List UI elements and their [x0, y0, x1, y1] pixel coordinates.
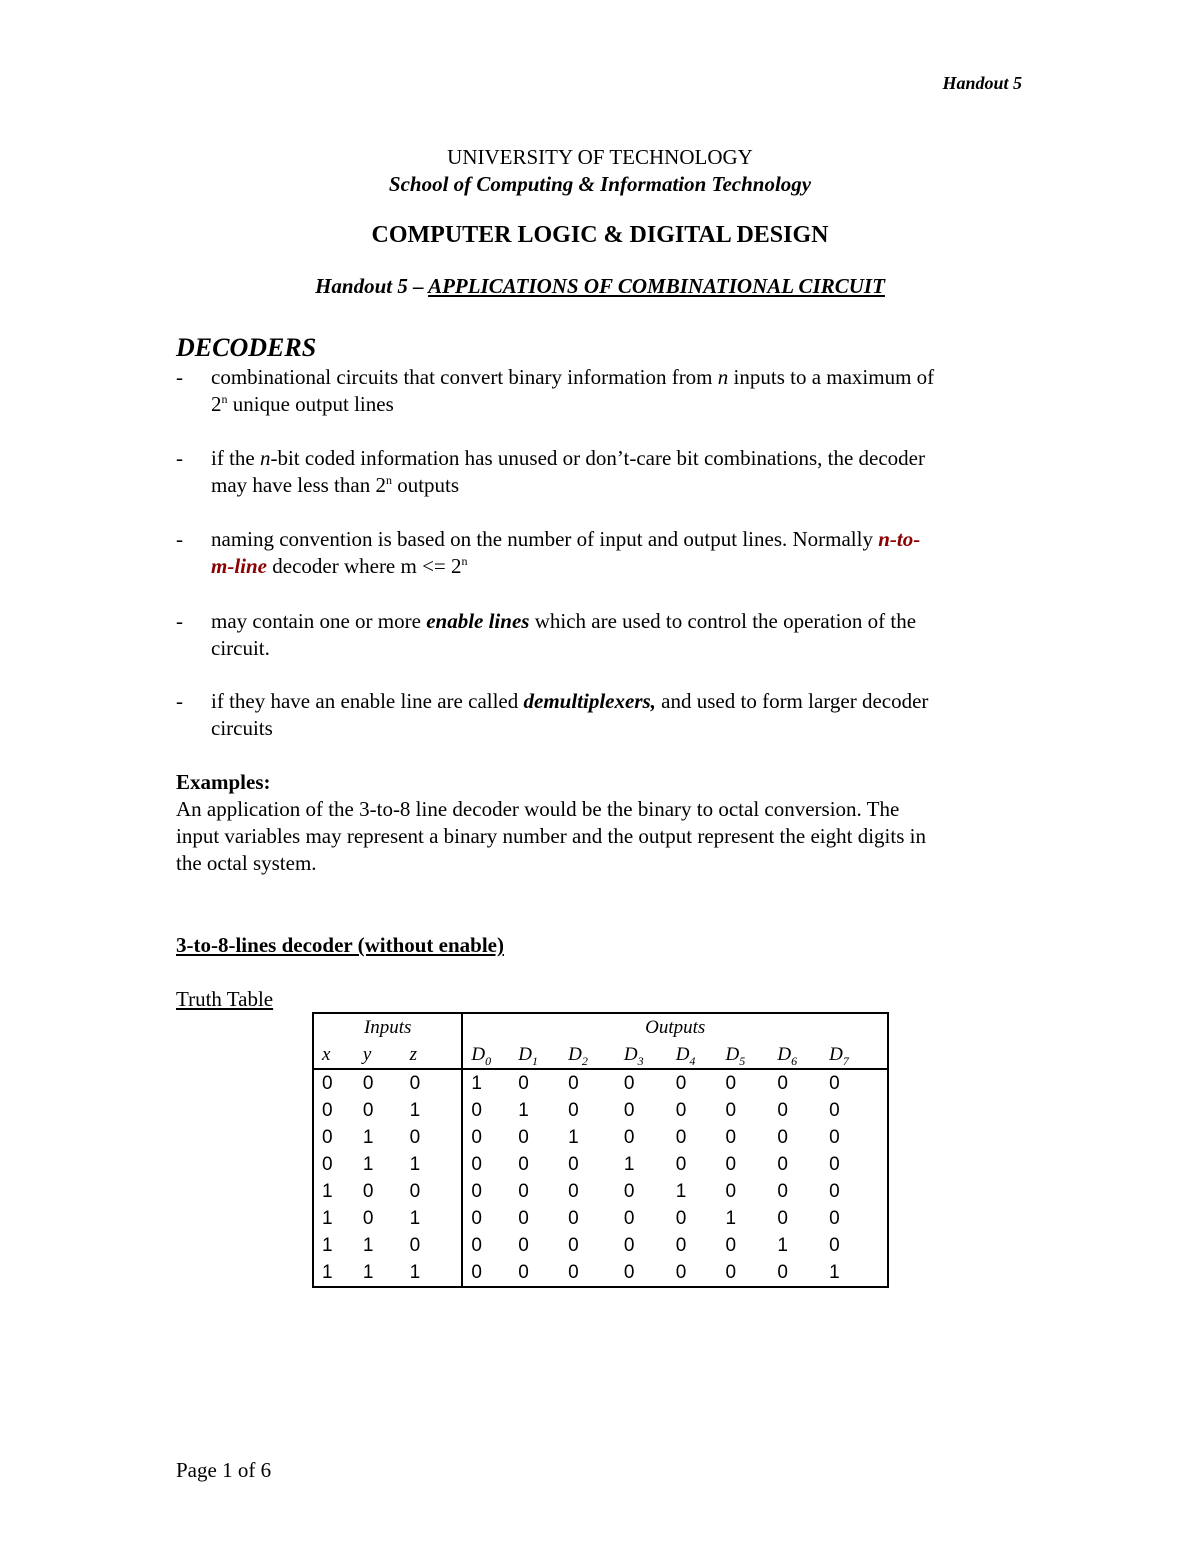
bullet-dash: - [176, 527, 183, 551]
table-cell: 0 [471, 1262, 482, 1283]
table-cell: 0 [777, 1208, 788, 1229]
truth-table-body [313, 1069, 888, 1287]
table-cell: 0 [471, 1154, 482, 1175]
table-cell: 0 [518, 1154, 529, 1175]
term-n-to-m-line: n-to- [878, 527, 921, 551]
table-cell: 1 [362, 1262, 374, 1283]
table-cell: 1 [777, 1235, 788, 1256]
table-cell: 1 [471, 1073, 482, 1094]
table-cell: 0 [829, 1073, 840, 1094]
bullet-item [176, 364, 1036, 418]
table-cell: 0 [829, 1100, 840, 1121]
handout-title [0, 273, 1200, 300]
table-cell: 0 [623, 1100, 635, 1121]
table-cell: 0 [675, 1127, 687, 1148]
bullet-dash: - [176, 446, 183, 470]
table-cell: 0 [518, 1127, 529, 1148]
column-header: $D_7$ [829, 1041, 888, 1069]
table-cell: 0 [675, 1154, 687, 1175]
table-cell: 1 [410, 1097, 463, 1124]
table-cell: 0 [777, 1127, 788, 1148]
table-cell: 0 [518, 1181, 529, 1202]
table-cell: 1 [362, 1154, 374, 1175]
table-cell: 1 [829, 1262, 840, 1283]
school-name: School of Computing & Information Technology [388, 172, 812, 196]
examples-paragraph: An application of the 3-to-8 line decoder would be the binary to octal conversion. The input variables may represent a binary number and the output represent the eight digits in the octal system. [176, 797, 926, 875]
table-cell: 1 [623, 1154, 635, 1175]
table-cell: 0 [568, 1262, 579, 1283]
table-cell: 0 [471, 1235, 482, 1256]
table-cell: 0 [410, 1069, 463, 1097]
examples-heading: Examples: [176, 770, 271, 794]
table-cell: 0 [322, 1073, 333, 1094]
course-title: COMPUTER LOGIC & DIGITAL DESIGN [371, 222, 829, 248]
table-cell: 0 [623, 1181, 635, 1202]
bullet-text: naming convention is based on the number of input and output lines. Normally n-to- m-line decoder where $m <= 2^n$ [211, 527, 921, 578]
table-cell: 0 [623, 1073, 635, 1094]
table-cell: 0 [362, 1208, 374, 1229]
bullet-text: combinational circuits that convert binary information from n inputs to a maximum of 2$^n$ unique output lines [211, 365, 935, 416]
table-cell: 1 [568, 1127, 579, 1148]
column-header: $D_0$ [462, 1041, 518, 1069]
table-cell: 0 [568, 1154, 579, 1175]
bullet-item [176, 608, 1036, 662]
table-cell: 0 [518, 1208, 529, 1229]
table-cell: 1 [518, 1100, 529, 1121]
table-cell: 0 [725, 1154, 737, 1175]
section-title-decoders: DECODERS [176, 333, 317, 362]
bullet-text: if they have an enable line are called demultiplexers, and used to form larger decoder circuits [211, 689, 929, 740]
truth-table-caption: Truth Table [176, 987, 274, 1011]
table-cell: 1 [675, 1181, 687, 1202]
term-enable-lines: enable lines [426, 609, 530, 633]
bullet-dash: - [176, 609, 183, 633]
table-cell: 0 [471, 1181, 482, 1202]
table-cell: 0 [675, 1100, 687, 1121]
table-cell: 0 [568, 1181, 579, 1202]
column-header: $D_2$ [568, 1041, 624, 1069]
table-cell: 0 [322, 1154, 333, 1175]
bullet-item [176, 445, 1036, 499]
table-cell: 0 [777, 1181, 788, 1202]
table-row [313, 1259, 888, 1287]
table-cell: 0 [623, 1127, 635, 1148]
university-name: UNIVERSITY OF TECHNOLOGY [447, 145, 753, 169]
table-cell: 1 [410, 1259, 463, 1287]
column-header: $D_1$ [518, 1041, 568, 1069]
bullet-text: may contain one or more enable lines which are used to control the operation of the circuit. [211, 609, 917, 660]
table-cell: 0 [725, 1262, 737, 1283]
table-row [313, 1232, 888, 1259]
table-header-columns [313, 1041, 888, 1069]
table-row [313, 1178, 888, 1205]
handout-topic: APPLICATIONS OF COMBINATIONAL CIRCUIT [428, 274, 885, 298]
table-cell: 0 [568, 1208, 579, 1229]
table-cell: 0 [829, 1181, 840, 1202]
table-cell: 0 [518, 1262, 529, 1283]
table-row [313, 1069, 888, 1097]
table-header-groups [313, 1013, 888, 1041]
table-row [313, 1097, 888, 1124]
column-header: $D_4$ [676, 1041, 726, 1069]
table-cell: 1 [410, 1151, 463, 1178]
table-cell: 0 [568, 1100, 579, 1121]
table-cell: 0 [410, 1232, 463, 1259]
table-cell: 0 [777, 1100, 788, 1121]
table-cell: 0 [623, 1235, 635, 1256]
table-cell: 0 [777, 1154, 788, 1175]
table-cell: 0 [322, 1100, 333, 1121]
running-header: Handout 5 [942, 73, 1022, 93]
table-cell: 0 [725, 1127, 737, 1148]
table-cell: 1 [322, 1235, 333, 1256]
bullet-item [176, 526, 1036, 580]
truth-table [312, 1012, 889, 1288]
table-cell: 0 [471, 1127, 482, 1148]
table-cell: 0 [362, 1073, 374, 1094]
table-cell: 0 [829, 1127, 840, 1148]
table-cell: 1 [725, 1208, 737, 1229]
table-cell: 0 [623, 1208, 635, 1229]
table-cell: 0 [471, 1100, 482, 1121]
table-cell: 0 [725, 1073, 737, 1094]
term-demultiplexers: demultiplexers, [523, 689, 656, 713]
table-cell: 1 [410, 1205, 463, 1232]
table-cell: 0 [410, 1124, 463, 1151]
table-cell: 0 [777, 1073, 788, 1094]
table-cell: 0 [518, 1235, 529, 1256]
table-cell: 0 [362, 1100, 374, 1121]
column-header: $D_5$ [726, 1041, 778, 1069]
table-cell: 1 [362, 1235, 374, 1256]
table-cell: 0 [322, 1127, 333, 1148]
table-cell: 1 [322, 1262, 333, 1283]
column-header: x [313, 1041, 363, 1069]
table-cell: 0 [725, 1235, 737, 1256]
handout-prefix: Handout 5 – [315, 274, 429, 298]
column-header: $D_3$ [624, 1041, 676, 1069]
table-cell: 0 [725, 1181, 737, 1202]
table-cell: 0 [777, 1262, 788, 1283]
inputs-group-label: Inputs [313, 1013, 462, 1041]
table-cell: 0 [675, 1073, 687, 1094]
table-cell: 0 [362, 1181, 374, 1202]
column-header: $D_6$ [777, 1041, 829, 1069]
column-header: y [363, 1041, 410, 1069]
bullet-text: if the n-bit coded information has unused or don’t-care bit combinations, the decoder may have less than 2$^n$ outputs [211, 446, 925, 497]
table-row [313, 1151, 888, 1178]
table-cell: 0 [471, 1208, 482, 1229]
table-row [313, 1205, 888, 1232]
table-cell: 0 [518, 1073, 529, 1094]
bullet-dash: - [176, 365, 183, 389]
table-cell: 1 [322, 1181, 333, 1202]
page-number: Page 1 of 6 [176, 1458, 272, 1482]
table-cell: 0 [568, 1235, 579, 1256]
table-cell: 0 [829, 1208, 840, 1229]
table-cell: 1 [322, 1208, 333, 1229]
table-cell: 0 [829, 1154, 840, 1175]
table-cell: 0 [410, 1178, 463, 1205]
table-cell: 0 [568, 1073, 579, 1094]
decoder-subheading: 3-to-8-lines decoder (without enable) [176, 933, 504, 957]
bullet-dash: - [176, 689, 183, 713]
table-cell: 0 [725, 1100, 737, 1121]
table-cell: 0 [675, 1235, 687, 1256]
bullet-item [176, 688, 1036, 742]
outputs-group-label: Outputs [645, 1017, 706, 1038]
column-header: z [410, 1041, 463, 1069]
table-cell: 0 [623, 1262, 635, 1283]
table-cell: 0 [675, 1262, 687, 1283]
table-cell: 1 [362, 1127, 374, 1148]
table-cell: 0 [829, 1235, 840, 1256]
table-cell: 0 [675, 1208, 687, 1229]
table-row [313, 1124, 888, 1151]
